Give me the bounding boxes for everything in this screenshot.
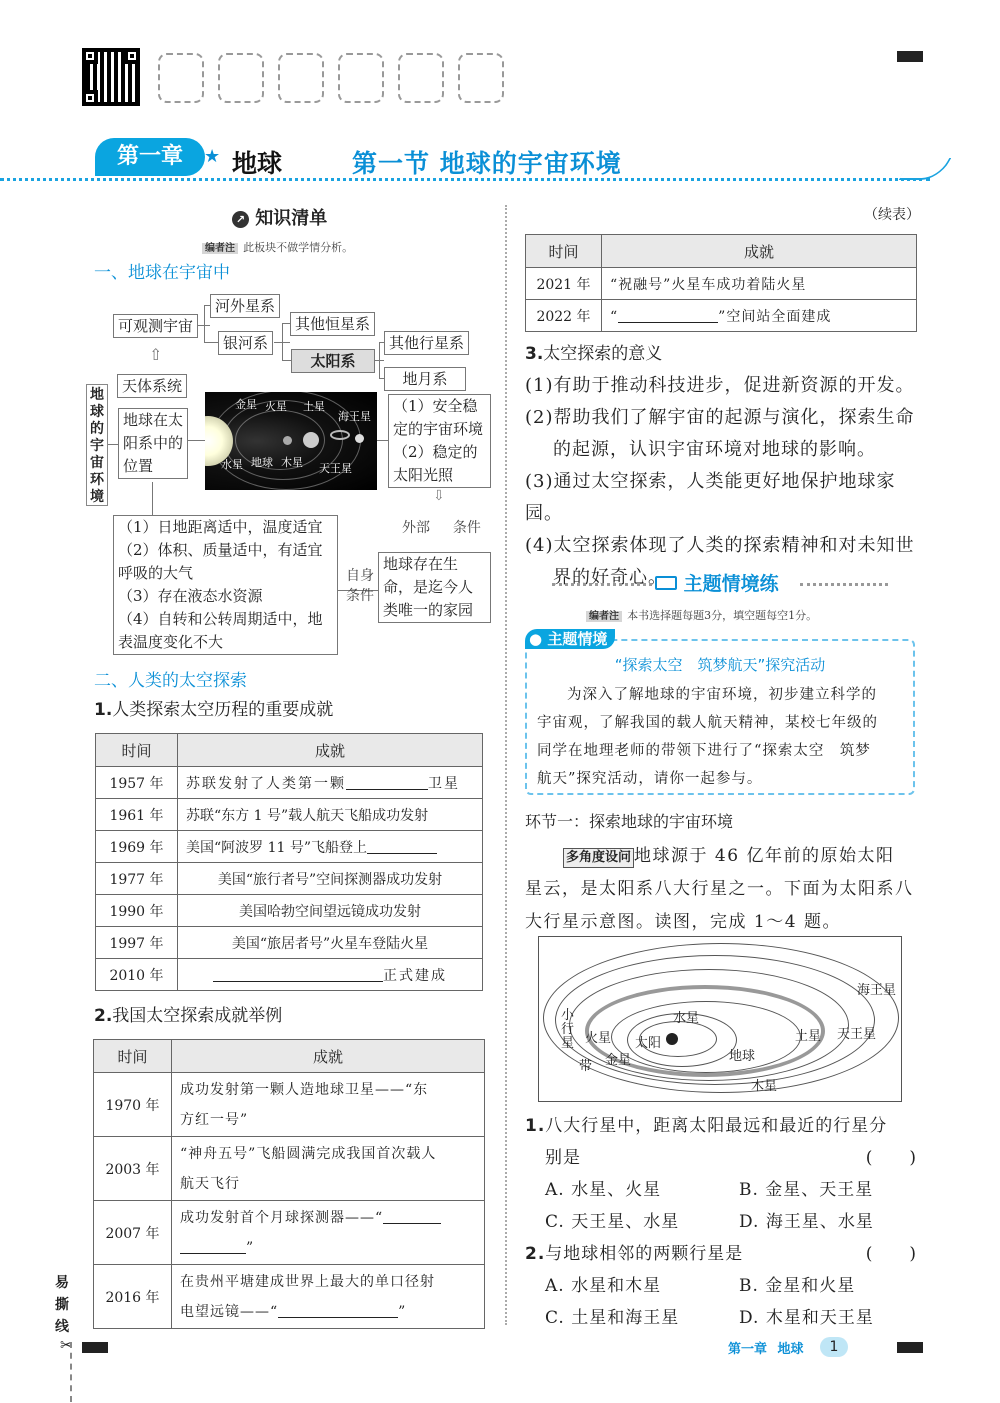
sub2-title: 我国太空探索成就举例 (112, 1006, 283, 1026)
corner-mark (897, 1342, 923, 1353)
table-row (96, 959, 483, 991)
segment-heading: 环节一：探索地球的宇宙环境 (525, 812, 734, 831)
text: 苏联发射了人类第一颗 (186, 775, 346, 792)
part1-title: 一、地球在宇宙中 (94, 263, 230, 283)
achievement-cell: “祝融号”火星车成功着陆火星 (602, 268, 917, 300)
continued-label: （续表） (864, 207, 920, 223)
divider-dots (800, 583, 888, 586)
option-b[interactable]: B. 金星和火星 (739, 1276, 856, 1296)
theme-tag-label: 主题情境 (547, 630, 608, 648)
tear-line (70, 1342, 80, 1402)
intro-paragraph (525, 840, 920, 939)
question-num: 2. (525, 1244, 546, 1264)
achievement-cell (172, 1137, 485, 1201)
corner-mark (82, 1342, 108, 1353)
col-achievement: 成就 (172, 1040, 485, 1073)
box-position: 地球在太阳系中的位置 (118, 408, 188, 479)
question-num: 1. (525, 1116, 546, 1136)
divider-dots (552, 583, 652, 586)
label-self: 自身 (346, 568, 374, 584)
box-earth-moon: 地月系 (384, 367, 466, 391)
achievement-cell: 苏联“东方 1 号”载人航天飞船成功发射 (178, 799, 483, 831)
question-1 (525, 1110, 917, 1238)
footer-chapter-name: 地球 (777, 1342, 804, 1357)
arrow-circle-icon: ↗ (232, 211, 249, 228)
year-cell: 1961 年 (96, 799, 178, 831)
achievement-cell (178, 959, 483, 991)
diagram-label-venus: 金星 (605, 1053, 632, 1068)
year-cell: 2022 年 (526, 300, 602, 332)
box-external-conditions (388, 394, 491, 488)
lightbulb-icon: ● (529, 630, 543, 648)
theme-line: 航天”探究活动，请你一起参与。 (537, 771, 763, 787)
intro-line: 地球源于 46 亿年前的原始太阳 (634, 846, 895, 866)
year-cell: 1969 年 (96, 831, 178, 863)
label-internal (346, 566, 374, 606)
text: 卫星 (428, 775, 460, 792)
year-cell: 2010 年 (96, 959, 178, 991)
diagram-label-earth: 地球 (729, 1049, 756, 1064)
internal-condition: （4）自转和公转周期适中，地表温度变化不大 (118, 610, 323, 651)
table-row (96, 863, 483, 895)
question-stem: 与地球相邻的两颗行星是 (545, 1244, 744, 1264)
meaning-item: (4)太空探索体现了人类的探索精神和对未知世 (525, 535, 915, 556)
year-cell: 2007 年 (94, 1201, 172, 1265)
table-row (96, 831, 483, 863)
question-stem: 八大行星中，距离太阳最远和最近的行星分 (545, 1116, 888, 1136)
table-row (526, 300, 917, 332)
table-china-achievements (93, 1039, 485, 1329)
checkbox-slot[interactable] (158, 53, 204, 103)
text: 航天飞行 (180, 1175, 240, 1192)
answer-blank[interactable] (618, 309, 718, 323)
year-cell: 2016 年 (94, 1265, 172, 1329)
achievement-cell (172, 1201, 485, 1265)
page-number: 1 (820, 1337, 848, 1357)
asteroid-char: 行 (561, 1022, 575, 1037)
achievement-cell (178, 831, 483, 863)
text: ” (398, 1303, 407, 1320)
theme-tag (525, 629, 615, 649)
option-b[interactable]: B. 金星、天王星 (739, 1180, 874, 1200)
label-condition-1: 条件 (452, 520, 481, 536)
year-cell: 2003 年 (94, 1137, 172, 1201)
option-a[interactable]: A. 水星、火星 (545, 1180, 662, 1200)
diagram-label-jupiter: 木星 (751, 1079, 778, 1094)
box-other-stars: 其他恒星系 (290, 312, 375, 336)
tear-line-label: 易撕线 (55, 1275, 69, 1335)
book-icon (655, 576, 677, 590)
editor-note (202, 236, 353, 255)
header-curve (899, 158, 952, 180)
diagram-label-mars: 火星 (585, 1031, 612, 1046)
diagram-label-neptune: 海王星 (857, 983, 897, 998)
qr-code (82, 48, 140, 106)
table-row (94, 1201, 485, 1265)
internal-condition: （3）存在液态水资源 (118, 587, 263, 605)
table-row (94, 1073, 485, 1137)
option-d[interactable]: D. 海王星、水星 (739, 1212, 874, 1232)
table-world-achievements (95, 733, 483, 991)
question-stem: 别是 (545, 1148, 581, 1168)
table-row (96, 767, 483, 799)
answer-bracket[interactable]: ( ) (865, 1148, 917, 1168)
answer-bracket[interactable]: ( ) (865, 1244, 917, 1264)
label-external-1: 外部 (402, 520, 430, 536)
text: “ (610, 308, 619, 325)
text: 电望远镜——“ (180, 1303, 279, 1320)
sub1-title: 人类探索太空历程的重要成就 (112, 700, 334, 720)
practice-title: 主题情境练 (683, 573, 779, 595)
asteroid-char: 带 (579, 1059, 593, 1074)
col-achievement: 成就 (602, 235, 917, 268)
checkbox-slot[interactable] (458, 53, 504, 103)
option-c[interactable]: C. 土星和海王星 (545, 1308, 680, 1328)
year-cell: 1977 年 (96, 863, 178, 895)
year-cell: 1997 年 (96, 927, 178, 959)
label-condition-2: 条件 (346, 588, 374, 604)
checkbox-slot[interactable] (398, 53, 444, 103)
table-row (94, 1137, 485, 1201)
meaning-item: (3)通过太空探索，人类能更好地保护地球家园。 (525, 471, 896, 524)
star-icon: ★ (204, 146, 221, 167)
down-arrow-icon: ⇩ (433, 488, 445, 504)
up-arrow-icon: ⇧ (149, 345, 163, 364)
intro-line: 星云，是太阳系八大行星之一。下面为太阳系八 (525, 879, 914, 899)
label-external (402, 517, 481, 537)
text: 成功发射首个月球探测器——“ (180, 1209, 384, 1226)
theme-paragraph (537, 681, 909, 793)
answer-blank[interactable] (346, 776, 428, 790)
diagram-label-saturn: 土星 (795, 1029, 822, 1044)
diagram-label-asteroid (561, 1009, 575, 1051)
achievement-cell (172, 1265, 485, 1329)
planet-label: 天王星 (319, 462, 352, 475)
year-cell: 1957 年 (96, 767, 178, 799)
box-other-planets: 其他行星系 (384, 331, 469, 355)
theme-line: 为深入了解地球的宇宙环境，初步建立科学的 (567, 687, 877, 703)
meaning-item: (1)有助于推动科技进步，促进新资源的开发。 (525, 375, 915, 396)
text: 美国“阿波罗 11 号”飞船登上 (186, 839, 368, 856)
sub3-num: 3. (525, 344, 544, 364)
condition-safe: （1）安全稳定的宇宙环境 (393, 397, 484, 438)
answer-blank[interactable] (213, 968, 383, 982)
editor-note (586, 604, 817, 623)
planet-label: 水星 (221, 458, 243, 471)
achievement-cell: 美国“旅行者号”空间探测器成功发射 (178, 863, 483, 895)
table-china-achievements-cont (525, 234, 917, 332)
achievement-cell: 美国“旅居者号”火星车登陆火星 (178, 927, 483, 959)
diagram-label-uranus: 天王星 (837, 1027, 877, 1042)
editor-note-text: 本书选择题每题3分，填空题每空1分。 (627, 609, 818, 622)
year-cell: 1990 年 (96, 895, 178, 927)
sub1-num: 1. (94, 700, 113, 720)
mindmap-vertical-title: 地球的宇宙环境 (86, 384, 108, 506)
footer-chapter (728, 1338, 804, 1357)
answer-blank[interactable] (278, 1304, 398, 1318)
table-row (96, 895, 483, 927)
practice-heading (655, 569, 779, 596)
col-time: 时间 (94, 1040, 172, 1073)
option-a[interactable]: A. 水星和木星 (545, 1276, 662, 1296)
col-time: 时间 (96, 734, 178, 767)
internal-condition: （2）体积、质量适中，有适宜呼吸的大气 (118, 541, 323, 582)
meaning-item: 界的好奇心。 (553, 567, 667, 588)
text: ” (246, 1239, 255, 1256)
sub2-heading (94, 1000, 282, 1032)
theme-line: 同学在地理老师的带领下进行了“探索太空 筑梦 (537, 743, 871, 759)
text: 方红一号” (180, 1111, 249, 1128)
table-row (96, 927, 483, 959)
option-c[interactable]: C. 天王星、水星 (545, 1212, 680, 1232)
chapter-name: 地球 (232, 149, 283, 178)
part2-title: 二、人类的太空探索 (94, 671, 247, 691)
answer-blank[interactable] (367, 840, 437, 854)
column-divider (505, 205, 507, 1325)
solar-system-diagram (538, 936, 902, 1102)
editor-note-tag: 编者注 (202, 243, 238, 254)
text: “神舟五号”飞船圆满完成我国首次载人 (180, 1145, 437, 1162)
meaning-item: 的起源，认识宇宙环境对地球的影响。 (553, 439, 876, 460)
question-2 (525, 1238, 917, 1334)
internal-condition: （1）日地距离适中，温度适宜 (118, 518, 323, 536)
table-row (526, 268, 917, 300)
box-celestial-system: 天体系统 (117, 374, 187, 398)
box-extragalactic: 河外星系 (210, 294, 280, 318)
box-observable: 可观测宇宙 (113, 314, 198, 338)
box-milky-way: 银河系 (218, 331, 273, 355)
sub1-heading (94, 694, 333, 726)
col-time: 时间 (526, 235, 602, 268)
footer-chapter-label: 第一章 (728, 1342, 768, 1357)
text: 正式建成 (383, 967, 447, 984)
checkbox-slot[interactable] (218, 53, 264, 103)
chapter-badge: 第一章 (95, 138, 205, 176)
box-conclusion: 地球存在生命，是迄今人类唯一的家园 (378, 552, 491, 623)
sub3-heading (525, 338, 662, 370)
planet-label: 火星 (265, 400, 287, 413)
editor-note-text: 此板块不做学情分析。 (243, 241, 354, 254)
header-divider (0, 178, 930, 182)
achievement-cell (602, 300, 917, 332)
multi-angle-tag: 多角度设问 (563, 848, 634, 868)
editor-note-tag: 编者注 (586, 611, 622, 622)
intro-line: 大行星示意图。读图，完成 1～4 题。 (525, 912, 841, 932)
planet-label: 海王星 (338, 410, 371, 423)
table-row (94, 1265, 485, 1329)
table-row (96, 799, 483, 831)
planet-label: 土星 (303, 400, 325, 413)
planet-label: 地球 (251, 456, 273, 469)
diagram-label-mercury: 水星 (673, 1011, 700, 1026)
theme-title: “探索太空 筑梦航天”探究活动 (614, 656, 826, 674)
condition-stable: （2）稳定的太阳光照 (393, 443, 478, 484)
text: ”空间站全面建成 (718, 308, 832, 325)
achievement-cell: 美国哈勃空间望远镜成功发射 (178, 895, 483, 927)
col-achievement: 成就 (178, 734, 483, 767)
box-solar-system: 太阳系 (291, 349, 375, 373)
corner-mark (897, 51, 923, 62)
knowledge-heading (232, 204, 327, 230)
sub2-num: 2. (94, 1006, 113, 1026)
sub3-title: 太空探索的意义 (543, 344, 663, 364)
meaning-list (525, 370, 920, 594)
checkbox-slot[interactable] (338, 53, 384, 103)
achievement-cell (178, 767, 483, 799)
planet-label: 木星 (281, 456, 303, 469)
achievement-cell (172, 1073, 485, 1137)
planet-label: 金星 (235, 398, 257, 411)
theme-line: 宇宙观，了解我国的载人航天精神，某校七年级的 (537, 715, 878, 731)
section-title: 第一节 地球的宇宙环境 (352, 149, 622, 178)
solar-system-image (205, 392, 377, 490)
knowledge-title: 知识清单 (255, 208, 328, 229)
option-d[interactable]: D. 木星和天王星 (739, 1308, 874, 1328)
answer-blank[interactable] (180, 1240, 246, 1254)
year-cell: 1970 年 (94, 1073, 172, 1137)
asteroid-char: 小 (561, 1008, 575, 1023)
meaning-item: (2)帮助我们了解宇宙的起源与演化，探索生命 (525, 407, 915, 428)
text: 在贵州平塘建成世界上最大的单口径射 (180, 1273, 435, 1290)
scissors-icon: ✂ (60, 1336, 73, 1354)
checkbox-slot[interactable] (278, 53, 324, 103)
year-cell: 2021 年 (526, 268, 602, 300)
diagram-label-sun: 太阳 (635, 1036, 662, 1051)
box-internal-conditions (113, 515, 338, 655)
asteroid-char: 星 (561, 1036, 575, 1051)
text: 成功发射第一颗人造地球卫星——“东 (180, 1081, 429, 1098)
answer-blank[interactable] (383, 1210, 441, 1224)
